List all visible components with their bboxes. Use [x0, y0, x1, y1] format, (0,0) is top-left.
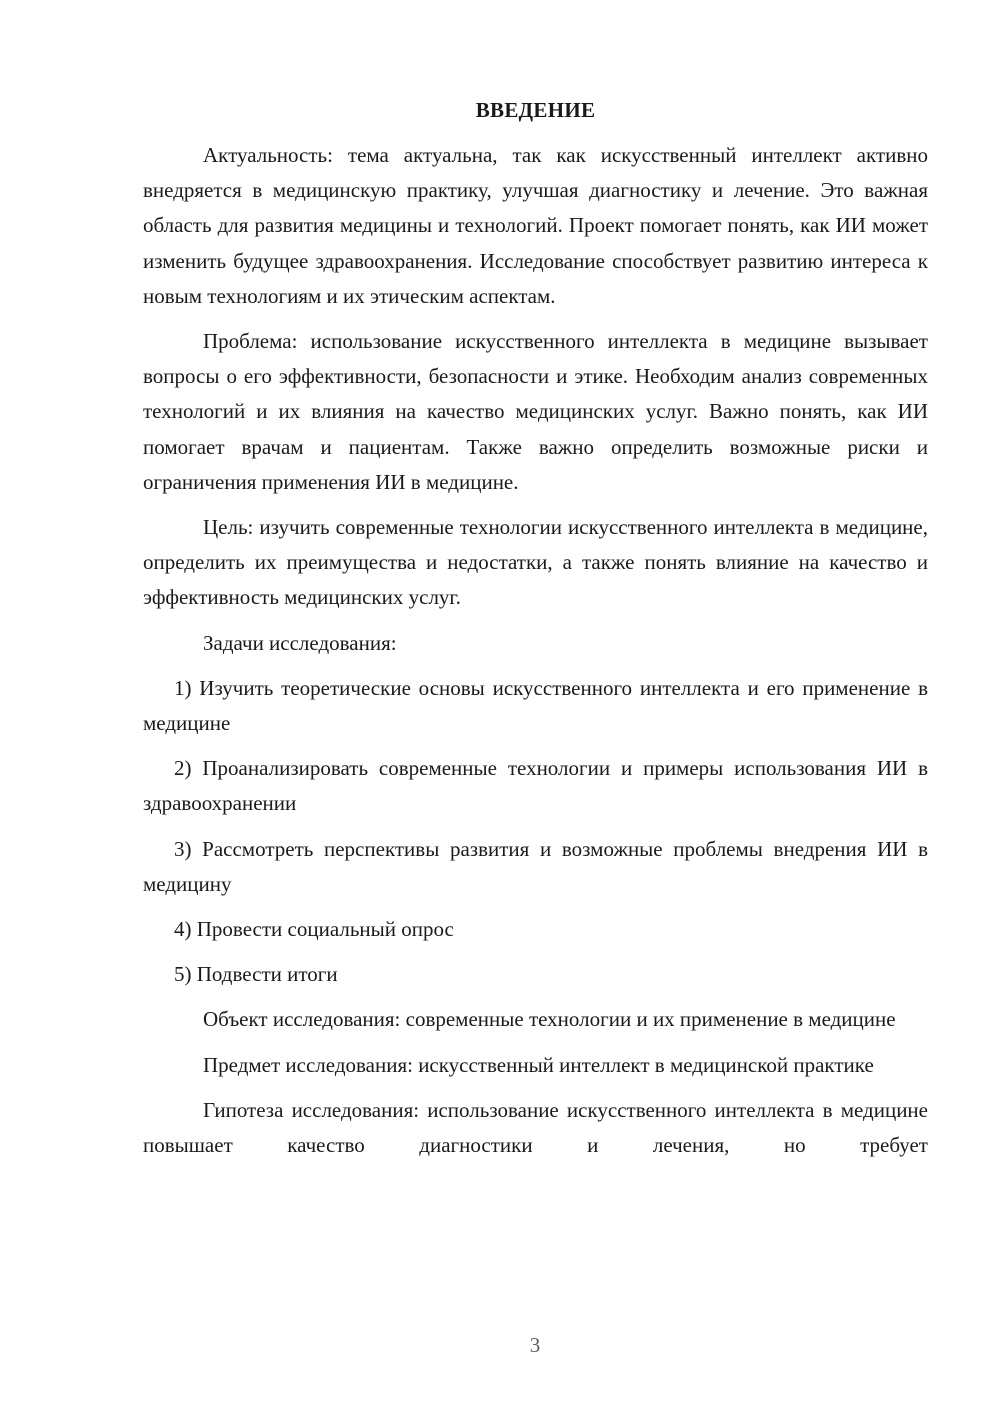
paragraph-problem: Проблема: использование искусственного интеллекта в медицине вызывает вопросы о его эффективности, безопасности и этике. Необходим анализ современных технологий и их влияния на качество медицинских услуг. Важно понять, как ИИ помогает врачам и пациентам. Также важно определить возможные риски и ограничения применения ИИ в медицине. — [143, 329, 928, 494]
paragraph-hypothesis: Гипотеза исследования: использование искусственного интеллекта в медицине повышает качество диагностики и лечения, но требует — [143, 1097, 928, 1158]
paragraph-tasks-title: Задачи исследования: — [203, 630, 397, 655]
document-page — [143, 93, 928, 1173]
paragraph-goal: Цель: изучить современные технологии искусственного интеллекта в медицине, определить их преимущества и недостатки, а также понять влияние на качество и эффективность медицинских услуг. — [143, 515, 928, 610]
paragraph-relevance: Актуальность: тема актуальна, так как искусственный интеллект активно внедряется в медицинскую практику, улучшая диагностику и лечение. Это важная область для развития медицины и технологий. Проект помогает понять, как ИИ может изменить будущее здравоохранения. Исследование способствует развитию интереса к новым технологиям и их этическим аспектам. — [143, 143, 928, 308]
task-item-1: 1) Изучить теоретические основы искусственного интеллекта и его применение в медицине — [143, 675, 928, 736]
task-item-2: 2) Проанализировать современные технологии и примеры использования ИИ в здравоохранении — [143, 756, 928, 816]
task-item-3: 3) Рассмотреть перспективы развития и возможные проблемы внедрения ИИ в медицину — [143, 836, 928, 896]
task-item-5: 5) Подвести итоги — [174, 962, 338, 987]
paragraph-subject: Предмет исследования: искусственный интеллект в медицинской практике — [203, 1052, 874, 1077]
page-number: 3 — [529, 1333, 541, 1357]
task-item-4: 4) Провести социальный опрос — [174, 917, 454, 942]
paragraph-object: Объект исследования: современные технологии и их применение в медицине — [203, 1007, 896, 1032]
section-heading: ВВЕДЕНИЕ — [475, 98, 596, 122]
